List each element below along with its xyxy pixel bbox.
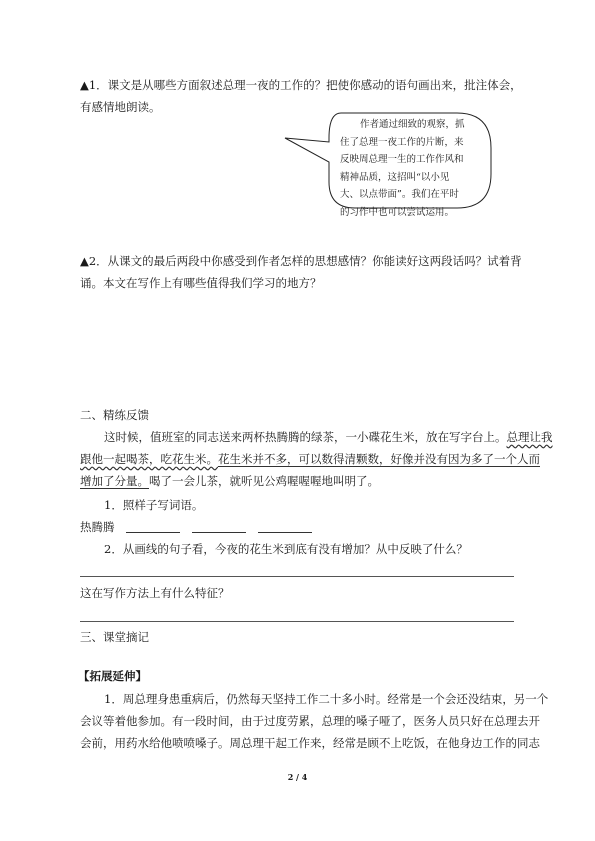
passage-line-1 [104, 426, 553, 448]
exercise-1: 1．照样子写词语。 [104, 498, 204, 512]
bubble-line: 住了总理一夜工作的片断，来 [340, 136, 464, 148]
answer-blank-1[interactable] [126, 532, 180, 533]
question-2-line-1: ▲2．从课文的最后两段中你感受到作者怎样的思想感情？你能读好这两段话吗？试着背 [80, 254, 522, 268]
bubble-line: 作者通过细致的观察，抓 [360, 119, 465, 130]
extend-line-2: 会议等着他参加。有一段时间，由于过度劳累，总理的嗓子哑了，医务人员只好在总理去开 [80, 714, 540, 728]
exercise-2: 2．从画线的句子看，今夜的花生米到底有没有增加？从中反映了什么？ [104, 542, 468, 556]
example-word: 热腾腾 [80, 520, 115, 534]
passage-text: 这时候，值班室的同志送来两杯热腾腾的绿茶，一小碟花生米，放在写字台上。 [104, 430, 507, 444]
passage-line-3 [80, 470, 379, 492]
answer-line-2[interactable] [80, 621, 514, 622]
question-1-line-2: 有感情地朗读。 [80, 100, 161, 114]
extend-heading: 【拓展延伸】 [78, 669, 147, 683]
section-2-heading: 二、精练反馈 [80, 408, 149, 422]
passage-underlined-text: 增加了分量。 [80, 474, 149, 488]
passage-wavy-text: 跟他一起喝茶，吃花生米。 [80, 452, 218, 466]
bubble-line: 精神品质，这招叫“以小见 [340, 171, 450, 183]
passage-line-2 [80, 448, 540, 470]
passage-wavy-text: 总理让我 [506, 430, 553, 444]
extend-line-1: 1．周总理身患重病后，仍然每天坚持工作二十多小时。经常是一个会还没结束，另一个 [104, 692, 549, 706]
bubble-line: 大、以点带面”。我们在平时 [340, 189, 459, 200]
section-3-heading: 三、课堂摘记 [80, 630, 149, 644]
question-1-line-1: ▲1．课文是从哪些方面叙述总理一夜的工作的？把使你感动的语句画出来，批注体会， [80, 78, 522, 92]
extend-line-3: 会前，用药水给他喷喷嗓子。周总理干起工作来，经常是顾不上吃饭，在他身边工作的同志 [80, 736, 540, 750]
answer-blank-2[interactable] [192, 532, 246, 533]
exercise-2-sub: 这在写作方法上有什么特征？ [80, 586, 230, 600]
bubble-line: 反映周总理一生的工作作风和 [340, 154, 464, 165]
passage-underlined-text: 花生米并不多，可以数得清颗数，好像并没有因为多了一个人而 [218, 452, 540, 466]
answer-blank-3[interactable] [258, 532, 312, 533]
bubble-line: 的习作中也可以尝试运用。 [340, 206, 455, 218]
answer-line-1[interactable] [80, 576, 514, 577]
passage-text: 喝了一会儿茶，就听见公鸡喔喔喔地叫明了。 [149, 474, 379, 488]
question-2-line-2: 诵。本文在写作上有哪些值得我们学习的地方？ [80, 276, 322, 290]
speech-bubble-text [340, 116, 490, 221]
page-number: 2 / 4 [287, 772, 308, 782]
